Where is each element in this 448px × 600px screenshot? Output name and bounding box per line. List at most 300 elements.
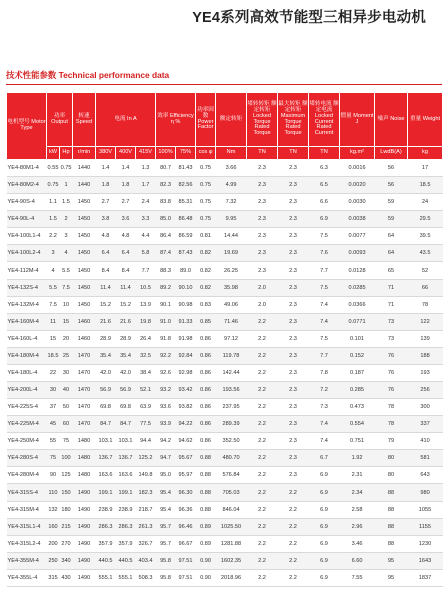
table-cell: 7.32 <box>216 194 247 211</box>
table-row <box>7 535 443 552</box>
table-cell: 508.3 <box>136 569 156 586</box>
table-cell: 110 <box>47 484 60 501</box>
table-cell: 6.9 <box>309 569 340 586</box>
table-cell: 37 <box>47 399 60 416</box>
table-cell: 6.4 <box>96 245 116 262</box>
table-cell: 80 <box>375 450 408 467</box>
model-cell: YE4-80M1-4 <box>7 160 47 177</box>
header-speed: 转速 Speed <box>73 93 96 147</box>
header-units-row <box>7 147 443 160</box>
table-cell: 95.4 <box>156 484 176 501</box>
table-cell: 82.3 <box>156 177 176 194</box>
table-cell: 0.86 <box>196 364 216 381</box>
table-cell: 4 <box>47 262 60 279</box>
table-cell: 1450 <box>73 194 96 211</box>
table-cell: 7.8 <box>309 364 340 381</box>
table-cell: 92.2 <box>156 347 176 364</box>
table-cell: 95 <box>375 552 408 569</box>
table-cell: 84.7 <box>116 416 136 433</box>
table-cell: 2.3 <box>247 228 278 245</box>
table-cell: 286.3 <box>96 518 116 535</box>
table-cell: 2.3 <box>278 330 309 347</box>
table-cell: 56 <box>375 177 408 194</box>
table-cell: 1470 <box>73 399 96 416</box>
table-row <box>7 484 443 501</box>
table-cell: 1.4 <box>116 160 136 177</box>
table-cell: 17 <box>408 160 443 177</box>
table-row <box>7 501 443 518</box>
table-cell: 0.285 <box>340 382 375 399</box>
table-cell: 76 <box>375 382 408 399</box>
table-cell: 1602.35 <box>216 552 247 569</box>
table-cell: 1490 <box>73 518 96 535</box>
table-cell: 193 <box>408 364 443 381</box>
table-cell: 5.5 <box>60 262 73 279</box>
table-cell: 6.9 <box>309 484 340 501</box>
table-cell: 0.82 <box>196 245 216 262</box>
table-cell: 1470 <box>73 382 96 399</box>
table-cell: 357.9 <box>96 535 116 552</box>
table-cell: 340 <box>60 552 73 569</box>
table-cell: 0.88 <box>196 450 216 467</box>
table-cell: 91.0 <box>156 313 176 330</box>
table-cell: 0.89 <box>196 518 216 535</box>
table-cell: 76 <box>375 364 408 381</box>
table-cell: 440.5 <box>96 552 116 569</box>
table-cell: 78 <box>408 296 443 313</box>
table-cell: 8.4 <box>116 262 136 279</box>
table-cell: 150 <box>60 484 73 501</box>
table-cell: 0.0285 <box>340 279 375 296</box>
table-cell: 2.3 <box>278 313 309 330</box>
table-row <box>7 450 443 467</box>
table-cell: 13.9 <box>136 296 156 313</box>
table-cell: 705.03 <box>216 484 247 501</box>
table-cell: 1450 <box>73 262 96 279</box>
table-cell: 2.0 <box>247 296 278 313</box>
table-cell: 0.83 <box>196 296 216 313</box>
table-cell: 18.5 <box>408 177 443 194</box>
table-cell: 32.5 <box>136 347 156 364</box>
unit-moment: kg.m² <box>340 147 375 160</box>
table-cell: 2.2 <box>247 433 278 450</box>
table-cell: 2.34 <box>340 484 375 501</box>
table-cell: 139 <box>408 330 443 347</box>
table-cell: 2.3 <box>278 245 309 262</box>
model-cell: YE4-355M-4 <box>7 552 47 569</box>
table-cell: 136.7 <box>116 450 136 467</box>
table-cell: 0.75 <box>60 160 73 177</box>
model-cell: YE4-225M-4 <box>7 416 47 433</box>
table-cell: 69.8 <box>116 399 136 416</box>
unit-nm: Nm <box>216 147 247 160</box>
model-cell: YE4-355L-4 <box>7 569 47 586</box>
table-cell: 97.51 <box>176 552 196 569</box>
table-cell: 87.4 <box>156 245 176 262</box>
table-cell: 2.3 <box>278 160 309 177</box>
table-cell: 89.0 <box>176 262 196 279</box>
table-cell: 1.8 <box>116 177 136 194</box>
table-cell: 2.2 <box>247 569 278 586</box>
unit-rpm: r/min <box>73 147 96 160</box>
model-cell: YE4-315S-4 <box>7 484 47 501</box>
table-cell: 55 <box>47 433 60 450</box>
table-cell: 1.7 <box>136 177 156 194</box>
header-locked-current: 堵转电流 额定电流 Locked Current Rated Current <box>309 93 340 147</box>
unit-tn-current: TN <box>309 147 340 160</box>
table-row <box>7 177 443 194</box>
table-cell: 7.4 <box>309 296 340 313</box>
table-cell: 1.8 <box>96 177 116 194</box>
table-cell: 6.7 <box>309 450 340 467</box>
table-cell: 3 <box>60 228 73 245</box>
unit-tn-locked: TN <box>247 147 278 160</box>
performance-table <box>6 92 443 587</box>
model-cell: YE4-280S-4 <box>7 450 47 467</box>
table-cell: 2.2 <box>247 501 278 518</box>
table-cell: 2.2 <box>278 484 309 501</box>
table-cell: 2.2 <box>47 228 60 245</box>
table-cell: 10 <box>60 296 73 313</box>
table-cell: 94.2 <box>156 433 176 450</box>
table-cell: 0.86 <box>196 382 216 399</box>
table-cell: 95.97 <box>176 467 196 484</box>
table-cell: 0.0030 <box>340 194 375 211</box>
table-cell: 119.78 <box>216 347 247 364</box>
table-cell: 92.6 <box>156 364 176 381</box>
model-cell: YE4-112M-4 <box>7 262 47 279</box>
model-cell: YE4-280M-4 <box>7 467 47 484</box>
table-cell: 56 <box>375 160 408 177</box>
table-cell: 0.75 <box>196 177 216 194</box>
table-cell: 122 <box>408 313 443 330</box>
table-cell: 93.42 <box>176 382 196 399</box>
table-cell: 103.1 <box>96 433 116 450</box>
table-cell: 2.3 <box>278 194 309 211</box>
table-cell: 2.3 <box>278 177 309 194</box>
table-cell: 4.8 <box>96 228 116 245</box>
table-cell: 3 <box>47 245 60 262</box>
table-cell: 2.2 <box>278 552 309 569</box>
unit-eff-75: 75% <box>176 147 196 160</box>
table-cell: 163.6 <box>96 467 116 484</box>
table-cell: 39.5 <box>408 228 443 245</box>
table-cell: 0.81 <box>196 228 216 245</box>
table-cell: 1.1 <box>47 194 60 211</box>
table-cell: 86.4 <box>156 228 176 245</box>
table-cell: 1490 <box>73 535 96 552</box>
table-cell: 480.70 <box>216 450 247 467</box>
table-cell: 2.3 <box>247 177 278 194</box>
table-cell: 2.3 <box>278 416 309 433</box>
table-cell: 1490 <box>73 552 96 569</box>
table-row <box>7 296 443 313</box>
table-cell: 0.0771 <box>340 313 375 330</box>
table-cell: 149.8 <box>136 467 156 484</box>
table-cell: 35.98 <box>216 279 247 296</box>
table-cell: 6.9 <box>309 518 340 535</box>
table-cell: 30 <box>60 364 73 381</box>
table-cell: 7.5 <box>309 228 340 245</box>
table-cell: 0.0128 <box>340 262 375 279</box>
table-cell: 91.8 <box>156 330 176 347</box>
table-row <box>7 313 443 330</box>
table-cell: 2.58 <box>340 501 375 518</box>
table-cell: 0.86 <box>196 347 216 364</box>
header-moment: 惯量 Moment J <box>340 93 375 147</box>
unit-eff-100: 100% <box>156 147 176 160</box>
table-cell: 2.2 <box>247 330 278 347</box>
table-cell: 7.5 <box>60 279 73 296</box>
table-cell: 56.9 <box>116 382 136 399</box>
table-cell: 7.7 <box>309 347 340 364</box>
table-cell: 0.82 <box>196 262 216 279</box>
table-row <box>7 416 443 433</box>
table-cell: 0.82 <box>196 279 216 296</box>
table-cell: 80.7 <box>156 160 176 177</box>
table-cell: 2.2 <box>247 450 278 467</box>
table-cell: 90.1 <box>156 296 176 313</box>
table-cell: 56.9 <box>96 382 116 399</box>
table-cell: 1450 <box>73 296 96 313</box>
table-cell: 0.88 <box>196 484 216 501</box>
table-cell: 1480 <box>73 433 96 450</box>
table-cell: 0.90 <box>196 552 216 569</box>
table-row <box>7 160 443 177</box>
table-cell: 0.101 <box>340 330 375 347</box>
model-cell: YE4-315M-4 <box>7 501 47 518</box>
table-cell: 11.4 <box>116 279 136 296</box>
table-cell: 78 <box>375 399 408 416</box>
table-row <box>7 518 443 535</box>
unit-noise: LwdB(A) <box>375 147 408 160</box>
table-cell: 846.04 <box>216 501 247 518</box>
table-cell: 182.3 <box>136 484 156 501</box>
table-cell: 92.84 <box>176 347 196 364</box>
table-cell: 88 <box>375 535 408 552</box>
table-cell: 7.4 <box>309 313 340 330</box>
table-cell: 93.6 <box>156 399 176 416</box>
table-cell: 3.3 <box>136 211 156 228</box>
table-cell: 81.43 <box>176 160 196 177</box>
table-cell: 0.75 <box>196 160 216 177</box>
table-cell: 100 <box>60 450 73 467</box>
table-cell: 300 <box>408 399 443 416</box>
model-cell: YE4-315L1-4 <box>7 518 47 535</box>
table-cell: 555.1 <box>116 569 136 586</box>
table-cell: 82.56 <box>176 177 196 194</box>
table-cell: 42.0 <box>116 364 136 381</box>
table-cell: 10.5 <box>136 279 156 296</box>
table-cell: 2.96 <box>340 518 375 535</box>
table-cell: 2.3 <box>247 160 278 177</box>
table-cell: 45 <box>47 416 60 433</box>
table-cell: 180 <box>60 501 73 518</box>
table-cell: 2.2 <box>247 399 278 416</box>
table-cell: 555.1 <box>96 569 116 586</box>
table-cell: 2.2 <box>247 364 278 381</box>
table-cell: 85.31 <box>176 194 196 211</box>
table-cell: 0.554 <box>340 416 375 433</box>
header-power-factor: 功率因数 Power Factor <box>196 93 216 147</box>
table-cell: 90.98 <box>176 296 196 313</box>
table-cell: 22 <box>47 364 60 381</box>
table-cell: 1460 <box>73 313 96 330</box>
table-row <box>7 211 443 228</box>
table-cell: 66 <box>408 279 443 296</box>
table-cell: 0.75 <box>196 194 216 211</box>
table-cell: 91.98 <box>176 330 196 347</box>
table-cell: 2.2 <box>247 518 278 535</box>
table-cell: 0.75 <box>47 177 60 194</box>
table-row <box>7 569 443 586</box>
table-cell: 286.3 <box>116 518 136 535</box>
table-cell: 1450 <box>73 228 96 245</box>
table-cell: 30 <box>47 382 60 399</box>
table-cell: 2.2 <box>247 552 278 569</box>
table-cell: 315 <box>47 569 60 586</box>
header-noise: 噪声 Noise <box>375 93 408 147</box>
table-cell: 7.5 <box>309 279 340 296</box>
table-cell: 237.95 <box>216 399 247 416</box>
table-cell: 80 <box>375 467 408 484</box>
table-cell: 97.51 <box>176 569 196 586</box>
table-cell: 6.4 <box>116 245 136 262</box>
table-cell: 125.2 <box>136 450 156 467</box>
table-cell: 96.67 <box>176 535 196 552</box>
table-cell: 5.5 <box>47 279 60 296</box>
table-cell: 2.2 <box>278 535 309 552</box>
table-cell: 2.3 <box>278 450 309 467</box>
table-cell: 11.4 <box>96 279 116 296</box>
header-weight: 重量 Weight <box>408 93 443 147</box>
table-cell: 1470 <box>73 416 96 433</box>
table-cell: 18.5 <box>47 347 60 364</box>
table-cell: 0.90 <box>196 569 216 586</box>
model-cell: YE4-315L2-4 <box>7 535 47 552</box>
table-cell: 1440 <box>73 160 96 177</box>
table-cell: 1450 <box>73 211 96 228</box>
table-cell: 337 <box>408 416 443 433</box>
table-cell: 75 <box>47 450 60 467</box>
table-cell: 1470 <box>73 364 96 381</box>
table-cell: 0.0038 <box>340 211 375 228</box>
table-cell: 403.4 <box>136 552 156 569</box>
heading-divider <box>6 84 442 85</box>
table-row <box>7 364 443 381</box>
table-cell: 35.4 <box>96 347 116 364</box>
table-cell: 0.473 <box>340 399 375 416</box>
table-cell: 0.0077 <box>340 228 375 245</box>
unit-400v: 400V <box>116 147 136 160</box>
table-cell: 6.9 <box>309 211 340 228</box>
table-cell: 95.0 <box>156 467 176 484</box>
table-cell: 15 <box>60 313 73 330</box>
table-cell: 88 <box>375 501 408 518</box>
model-cell: YE4-200L-4 <box>7 382 47 399</box>
table-cell: 5.8 <box>136 245 156 262</box>
unit-hp: Hp <box>60 147 73 160</box>
table-cell: 0.751 <box>340 433 375 450</box>
table-cell: 0.86 <box>196 433 216 450</box>
table-cell: 7.7 <box>309 262 340 279</box>
table-cell: 60 <box>60 416 73 433</box>
table-cell: 2.3 <box>278 399 309 416</box>
table-row <box>7 552 443 569</box>
table-row <box>7 262 443 279</box>
table-cell: 83.8 <box>156 194 176 211</box>
table-cell: 26.25 <box>216 262 247 279</box>
header-rated-torque: 额定转矩 <box>216 93 247 147</box>
table-cell: 643 <box>408 467 443 484</box>
model-cell: YE4-90S-4 <box>7 194 47 211</box>
table-cell: 95.8 <box>156 552 176 569</box>
table-cell: 0.0020 <box>340 177 375 194</box>
table-cell: 2 <box>60 211 73 228</box>
table-cell: 2.2 <box>278 518 309 535</box>
table-cell: 238.9 <box>96 501 116 518</box>
table-cell: 84.7 <box>96 416 116 433</box>
table-cell: 2.3 <box>247 245 278 262</box>
table-cell: 0.75 <box>196 211 216 228</box>
table-cell: 93.9 <box>156 416 176 433</box>
table-cell: 0.187 <box>340 364 375 381</box>
model-cell: YE4-160M-4 <box>7 313 47 330</box>
table-cell: 71 <box>375 279 408 296</box>
model-cell: YE4-132M-4 <box>7 296 47 313</box>
unit-tn-max: TN <box>278 147 309 160</box>
table-cell: 35.4 <box>116 347 136 364</box>
model-cell: YE4-90L-4 <box>7 211 47 228</box>
table-cell: 1460 <box>73 330 96 347</box>
table-cell: 0.0016 <box>340 160 375 177</box>
table-row <box>7 347 443 364</box>
table-cell: 0.88 <box>196 501 216 518</box>
table-cell: 1.5 <box>47 211 60 228</box>
table-cell: 79 <box>375 433 408 450</box>
table-cell: 1450 <box>73 245 96 262</box>
table-cell: 2.3 <box>247 262 278 279</box>
table-cell: 1450 <box>73 279 96 296</box>
table-cell: 2.3 <box>278 211 309 228</box>
page-title: YE4系列高效节能型三相异步电动机 <box>192 10 426 26</box>
table-cell: 261.3 <box>136 518 156 535</box>
table-cell: 76 <box>375 347 408 364</box>
table-cell: 2.3 <box>278 467 309 484</box>
table-cell: 142.44 <box>216 364 247 381</box>
table-cell: 50 <box>60 399 73 416</box>
model-cell: YE4-180L-4 <box>7 364 47 381</box>
table-cell: 1025.50 <box>216 518 247 535</box>
table-cell: 15.2 <box>96 296 116 313</box>
table-cell: 88 <box>375 518 408 535</box>
table-cell: 2.2 <box>247 416 278 433</box>
table-cell: 1643 <box>408 552 443 569</box>
table-cell: 65 <box>375 262 408 279</box>
table-cell: 90 <box>47 467 60 484</box>
table-cell: 0.86 <box>196 416 216 433</box>
table-cell: 289.39 <box>216 416 247 433</box>
table-cell: 96.36 <box>176 501 196 518</box>
header-model: 电机型号 Motor Type <box>7 93 47 160</box>
table-cell: 7.3 <box>309 399 340 416</box>
table-cell: 0.86 <box>196 399 216 416</box>
table-cell: 3.6 <box>116 211 136 228</box>
table-cell: 7.6 <box>309 245 340 262</box>
table-cell: 7.5 <box>47 296 60 313</box>
table-cell: 96.30 <box>176 484 196 501</box>
table-cell: 97.12 <box>216 330 247 347</box>
